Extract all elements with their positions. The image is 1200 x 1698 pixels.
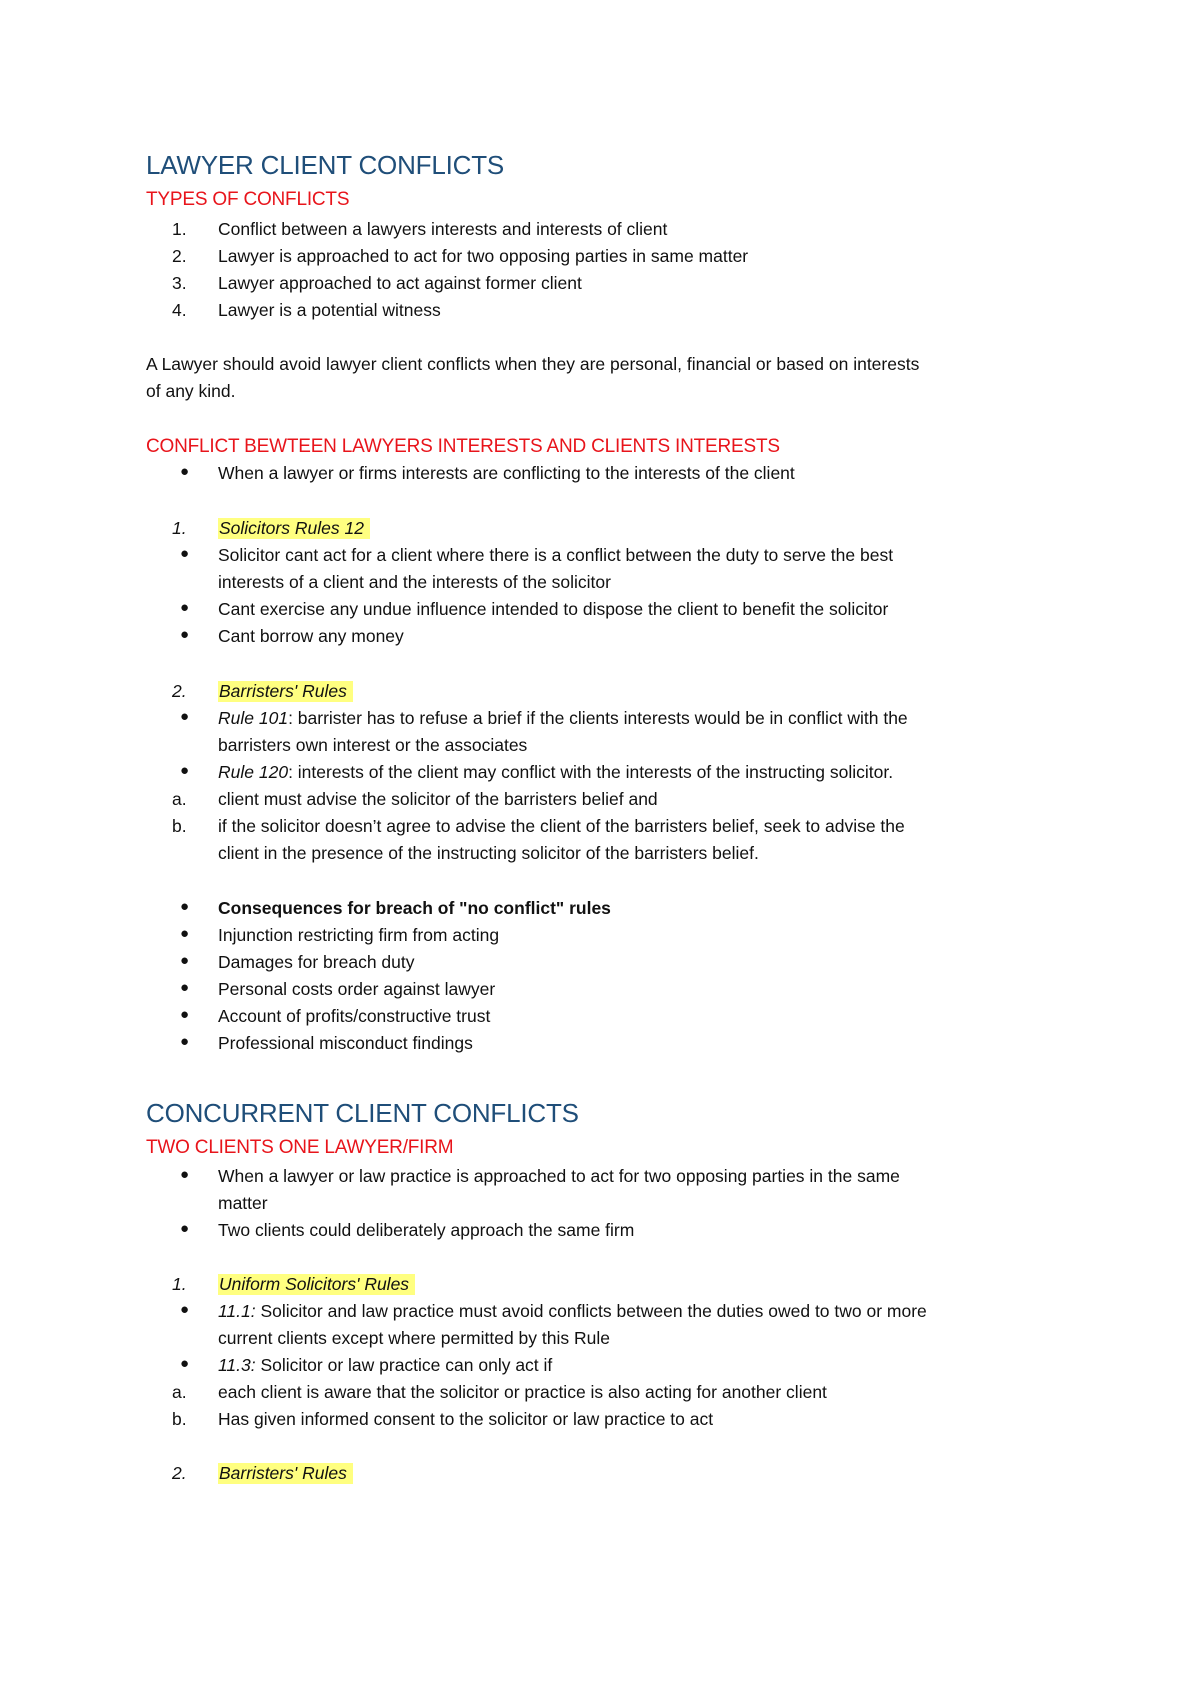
bullet-icon: ●	[180, 1301, 190, 1318]
bullet-text: Damages for breach duty	[218, 952, 415, 972]
list-number: 1.	[172, 219, 187, 239]
sub-text: each client is aware that the solicitor or practice is also acting for another client	[218, 1382, 827, 1402]
highlighted-rule-title: Uniform Solicitors' Rules	[218, 1274, 415, 1295]
list-number: 1.	[172, 1274, 187, 1294]
sub-letter: b.	[172, 1409, 187, 1429]
sub-letter: a.	[172, 1382, 187, 1402]
list-text: Lawyer is a potential witness	[218, 300, 441, 320]
bullet-icon: ●	[180, 708, 190, 725]
bullet-text: Cant exercise any undue influence intended to dispose the client to benefit the solicitor	[218, 599, 889, 619]
bullet-icon: ●	[180, 979, 190, 996]
sub-text: Has given informed consent to the solicitor or law practice to act	[218, 1409, 714, 1429]
section-title-concurrent-client-conflicts: CONCURRENT CLIENT CONFLICTS	[146, 1098, 579, 1128]
sub-text: client must advise the solicitor of the barristers belief and	[218, 789, 658, 809]
heading-types-of-conflicts: TYPES OF CONFLICTS	[146, 189, 350, 210]
bullet-icon: ●	[180, 545, 190, 562]
bullet-icon: ●	[180, 626, 190, 643]
rule-text: : interests of the client may conflict with the interests of the instructing solicitor.	[288, 762, 894, 782]
list-text: Lawyer approached to act against former client	[218, 273, 582, 293]
list-number: 1.	[172, 518, 187, 538]
bullet-icon: ●	[180, 952, 190, 969]
list-text: Lawyer is approached to act for two opposing parties in same matter	[218, 246, 749, 266]
rule-label: Rule 120	[218, 762, 289, 782]
list-number: 4.	[172, 300, 187, 320]
bullet-text: current clients except where permitted by this Rule	[218, 1328, 610, 1348]
list-number: 2.	[172, 681, 187, 701]
rule-label: 11.3:	[218, 1355, 256, 1375]
rule-text: Solicitor or law practice can only act if	[255, 1355, 553, 1375]
rule-text: : barrister has to refuse a brief if the clients interests would be in conflict with the	[288, 708, 908, 728]
bullet-icon: ●	[180, 925, 190, 942]
highlighted-rule-title: Barristers' Rules	[218, 1463, 353, 1484]
rule-label: Rule 101	[218, 708, 289, 728]
bullet-icon: ●	[180, 1166, 190, 1183]
bullet-icon: ●	[180, 1355, 190, 1372]
bullet-text: Two clients could deliberately approach the same firm	[218, 1220, 635, 1240]
list-number: 2.	[172, 246, 187, 266]
rule-label: 11.1:	[218, 1301, 256, 1321]
section-title-lawyer-client-conflicts: LAWYER CLIENT CONFLICTS	[146, 150, 505, 180]
sub-text: client in the presence of the instructing solicitor of the barristers belief.	[218, 843, 759, 863]
highlighted-rule-title: Barristers' Rules	[218, 681, 353, 702]
bullet-icon: ●	[180, 762, 190, 779]
bullet-text: interests of a client and the interests of the solicitor	[218, 572, 611, 592]
bullet-text: Cant borrow any money	[218, 626, 404, 646]
bullet-icon: ●	[180, 898, 190, 915]
bullet-text: matter	[218, 1193, 268, 1213]
bullet-text: Personal costs order against lawyer	[218, 979, 496, 999]
bullet-text: Solicitor cant act for a client where there is a conflict between the duty to serve the best	[218, 545, 894, 565]
bullet-icon: ●	[180, 1006, 190, 1023]
heading-conflict-between-interests: CONFLICT BEWTEEN LAWYERS INTERESTS AND CLIENTS INTERESTS	[146, 436, 780, 457]
bullet-text: Account of profits/constructive trust	[218, 1006, 491, 1026]
intro-paragraph-line: of any kind.	[146, 381, 236, 401]
highlighted-rule-title: Solicitors Rules 12	[218, 518, 370, 539]
bullet-text: Injunction restricting firm from acting	[218, 925, 500, 945]
list-number: 3.	[172, 273, 187, 293]
bullet-icon: ●	[180, 463, 190, 480]
bullet-icon: ●	[180, 599, 190, 616]
rule-text: Solicitor and law practice must avoid conflicts between the duties owed to two or more	[255, 1301, 927, 1321]
bullet-text: When a lawyer or law practice is approached to act for two opposing parties in the same	[218, 1166, 900, 1186]
intro-paragraph-line: A Lawyer should avoid lawyer client conflicts when they are personal, financial or based on interests	[146, 354, 920, 374]
bullet-icon: ●	[180, 1220, 190, 1237]
bullet-text: Professional misconduct findings	[218, 1033, 473, 1053]
bullet-text: When a lawyer or firms interests are conflicting to the interests of the client	[218, 463, 795, 483]
list-text: Conflict between a lawyers interests and interests of client	[218, 219, 668, 239]
sub-text: if the solicitor doesn’t agree to advise the client of the barristers belief, seek to advise the	[218, 816, 905, 836]
list-number: 2.	[172, 1463, 187, 1483]
bullet-text: barristers own interest or the associates	[218, 735, 528, 755]
heading-two-clients-one-firm: TWO CLIENTS ONE LAWYER/FIRM	[146, 1137, 454, 1158]
sub-letter: a.	[172, 789, 187, 809]
sub-letter: b.	[172, 816, 187, 836]
consequences-heading: Consequences for breach of "no conflict" rules	[218, 898, 611, 918]
bullet-icon: ●	[180, 1033, 190, 1050]
